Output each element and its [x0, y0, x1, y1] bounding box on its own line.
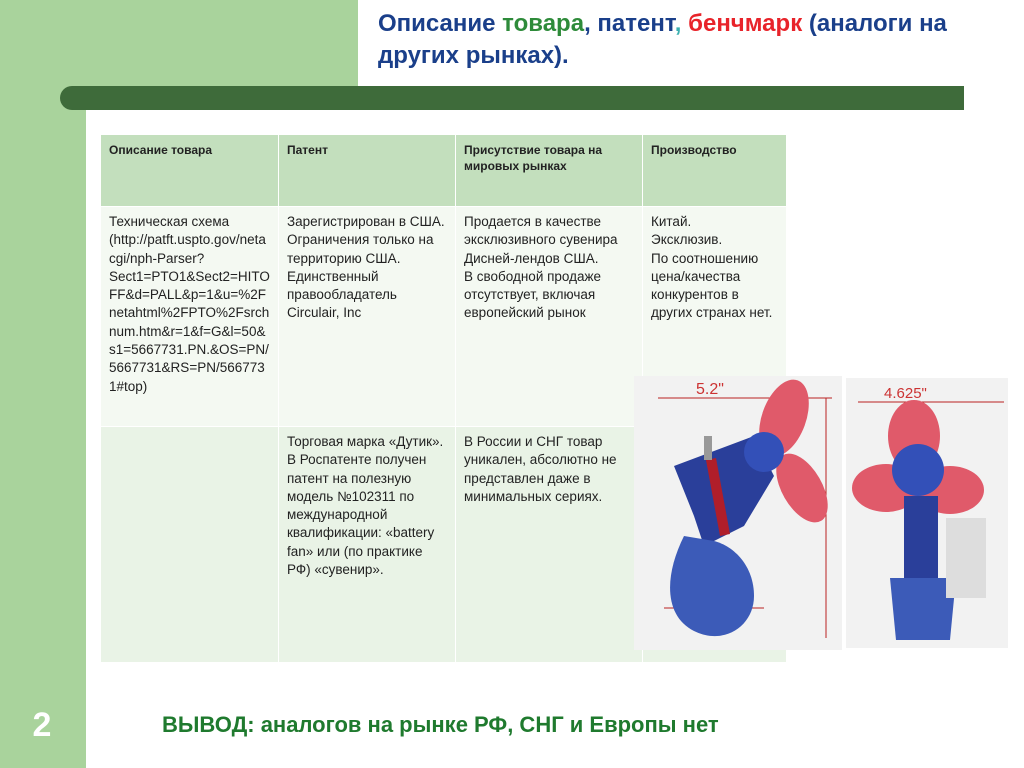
table-cell: Продается в качестве эксклюзивного сувенира Дисней-лендов США. В свободной продаже отсутствует, включая европейский рынок — [456, 207, 643, 427]
title-tail: (аналоги на других рынках). — [378, 10, 947, 69]
top-left-band — [86, 0, 358, 86]
title-word-patent: патент — [597, 10, 675, 37]
table-cell: Техническая схема (http://patft.uspto.gov/netacgi/nph-Parser?Sect1=PTO1&Sect2=HITOFF&d=PALL&p=1&u=%2Fnetahtml%2FPTO%2Fsrchnum.htm&r=1&f=G&l=50&s1=5667731.PN.&OS=PN/5667731&RS=PN/5667731#top) — [101, 207, 279, 427]
slide-title — [378, 8, 1018, 72]
product-photo-front — [846, 378, 1008, 648]
left-sidebar-band — [0, 0, 86, 768]
dimension-label: 4.625" — [884, 385, 927, 402]
table-cell: Торговая марка «Дутик». В Роспатенте получен патент на полезную модель №102311 по международной квалификации: «battery fan» или (по практике РФ) «сувенир». — [279, 427, 456, 663]
title-divider-bar — [60, 86, 964, 110]
header-cell: Описание товара — [101, 135, 279, 207]
slide-number: 2 — [32, 706, 52, 744]
title-word-benchmark: бенчмарк — [688, 10, 803, 37]
header-cell: Производство — [643, 135, 787, 207]
title-word-product: товара — [502, 10, 585, 37]
header-cell: Присутствие товара на мировых рынках — [456, 135, 643, 207]
table-cell: Китай. Эксклюзив. По соотношению цена/качества конкурентов в других странах нет. — [643, 207, 787, 427]
product-photo-side — [634, 376, 842, 650]
conclusion-text: ВЫВОД: аналогов на рынке РФ, СНГ и Европы нет — [162, 712, 719, 737]
header-cell: Патент — [279, 135, 456, 207]
dimension-label: 5.2" — [696, 381, 724, 398]
table-header-row — [101, 135, 787, 207]
title-word-description: Описание — [378, 10, 503, 37]
table-cell — [101, 427, 279, 663]
table-cell: В России и СНГ товар уникален, абсолютно не представлен даже в минимальных сериях. — [456, 427, 643, 663]
title-comma: , — [674, 10, 689, 37]
title-comma: , — [584, 10, 598, 37]
table-cell: Зарегистрирован в США. Ограничения только на территорию США. Единственный правообладатель Circulair, Inc — [279, 207, 456, 427]
